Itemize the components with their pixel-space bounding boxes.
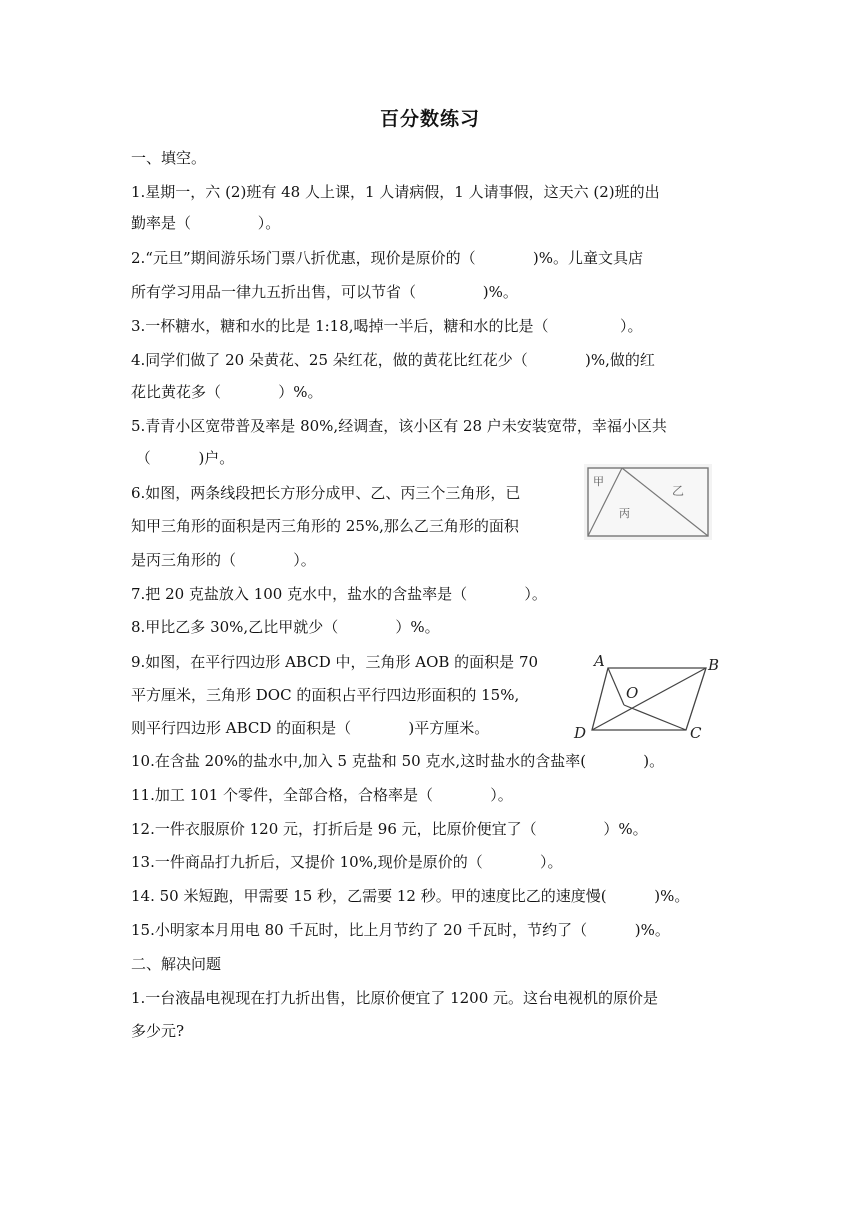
vertex-a-label: A — [594, 652, 605, 670]
question-9-line-3: 则平行四边形 ABCD 的面积是（ )平方厘米。 — [131, 719, 490, 737]
question-5-line-2: （ )户。 — [131, 449, 235, 467]
page-title: 百分数练习 — [379, 108, 480, 130]
label-jia: 甲 — [593, 475, 604, 488]
segment-ao — [608, 668, 624, 705]
section-heading-problems: 二、解决问题 — [131, 955, 222, 973]
question-6-line-1: 6.如图，两条线段把长方形分成甲、乙、丙三个三角形，已 — [131, 484, 521, 502]
question-3-line-1: 3.一杯糖水，糖和水的比是 1:18,喝掉一半后，糖和水的比是（ ）。 — [131, 317, 643, 335]
section-heading-fill-in: 一、填空。 — [131, 149, 207, 167]
question-4-line-2: 花比黄花多（ ）%。 — [131, 383, 323, 401]
problem-1-line-2: 多少元? — [131, 1022, 185, 1040]
problem-1-line-1: 1.一台液晶电视现在打九折出售，比原价便宜了 1200 元。这台电视机的原价是 — [131, 989, 659, 1007]
vertex-c-label: C — [690, 724, 702, 742]
rectangle-outline — [588, 468, 708, 536]
point-o-label: O — [626, 684, 639, 702]
question-1-line-2: 勤率是（ ）。 — [131, 214, 281, 232]
question-15-line-1: 15.小明家本月用电 80 千瓦时，比上月节约了 20 千瓦时，节约了（ )%。 — [131, 921, 670, 939]
question-1-line-1: 1.星期一，六 (2)班有 48 人上课，1 人请病假，1 人请事假，这天六 (2)班的出 — [131, 183, 660, 201]
parallelogram-figure — [566, 650, 732, 742]
question-13-line-1: 13.一件商品打九折后，又提价 10%,现价是原价的（ ）。 — [131, 853, 563, 871]
vertex-d-label: D — [574, 724, 587, 742]
vertex-b-label: B — [708, 656, 720, 674]
question-2-line-1: 2.“元旦”期间游乐场门票八折优惠，现价是原价的（ )%。儿童文具店 — [131, 249, 643, 267]
question-10-line-1: 10.在含盐 20%的盐水中,加入 5 克盐和 50 克水,这时盐水的含盐率( )。 — [131, 752, 665, 770]
question-9-line-1: 9.如图，在平行四边形 ABCD 中，三角形 AOB 的面积是 70 — [131, 653, 539, 671]
question-9-line-2: 平方厘米，三角形 DOC 的面积占平行四边形面积的 15%, — [131, 686, 520, 704]
question-11-line-1: 11.加工 101 个零件，全部合格，合格率是（ ）。 — [131, 786, 513, 804]
segment-oc — [624, 705, 686, 730]
question-2-line-2: 所有学习用品一律九五折出售，可以节省（ )%。 — [131, 283, 518, 301]
rectangle-triangles-figure — [584, 464, 712, 540]
label-bing: 丙 — [619, 507, 630, 520]
label-yi: 乙 — [672, 484, 685, 498]
question-5-line-1: 5.青青小区宽带普及率是 80%,经调查，该小区有 28 户未安装宽带，幸福小区共 — [131, 417, 667, 435]
question-6-line-2: 知甲三角形的面积是丙三角形的 25%,那么乙三角形的面积 — [131, 517, 519, 535]
question-7-line-1: 7.把 20 克盐放入 100 克水中，盐水的含盐率是（ ）。 — [131, 585, 547, 603]
question-8-line-1: 8.甲比乙多 30%,乙比甲就少（ ）%。 — [131, 618, 440, 636]
question-14-line-1: 14. 50 米短跑，甲需要 15 秒，乙需要 12 秒。甲的速度比乙的速度慢( )%。 — [131, 887, 690, 905]
question-12-line-1: 12.一件衣服原价 120 元，打折后是 96 元，比原价便宜了（ ）%。 — [131, 820, 648, 838]
question-4-line-1: 4.同学们做了 20 朵黄花、25 朵红花，做的黄花比红花少（ )%,做的红 — [131, 351, 655, 369]
question-6-line-3: 是丙三角形的（ ）。 — [131, 551, 316, 569]
